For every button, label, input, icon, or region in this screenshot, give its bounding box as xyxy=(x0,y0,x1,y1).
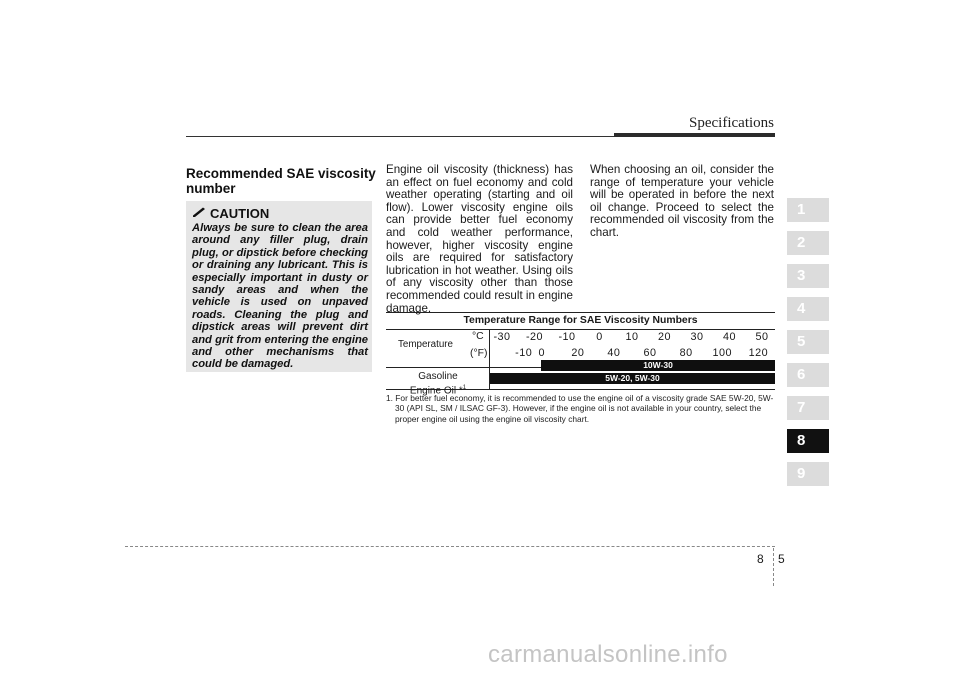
celsius-tick: 0 xyxy=(596,331,603,343)
footer-rule xyxy=(125,546,775,547)
chapter-tab-8[interactable]: 8 xyxy=(787,429,829,453)
fahrenheit-tick: 60 xyxy=(643,347,657,359)
chapter-tab-5[interactable]: 5 xyxy=(787,330,829,354)
section-heading: Recommended SAE viscosity number xyxy=(186,166,376,196)
celsius-tick: 30 xyxy=(690,331,704,343)
footnote-marker: 1 xyxy=(462,384,467,391)
footnote-text: 1. For better fuel economy, it is recommended to use the engine oil of a viscosity grade SAE 5W-20, 5W-30 (API SL, SM / ILSAC GF-3). However, if the engine oil is not available in your country, select the proper engine oil using the engine oil viscosity chart. xyxy=(386,393,774,424)
caution-box xyxy=(186,201,372,372)
fahrenheit-tick: 120 xyxy=(748,347,769,359)
celsius-tick: 40 xyxy=(722,331,737,343)
fahrenheit-tick: 20 xyxy=(571,347,585,359)
chapter-tab-6[interactable]: 6 xyxy=(787,363,829,387)
celsius-tick: 10 xyxy=(625,331,639,343)
viscosity-bar-5w-20-5w-30: 5W-20, 5W-30 xyxy=(490,373,775,384)
watermark: carmanualsonline.info xyxy=(488,641,728,668)
footer-divider xyxy=(773,548,774,586)
fahrenheit-tick: 100 xyxy=(712,347,733,359)
celsius-tick: -30 xyxy=(493,331,511,343)
header-rule-thin xyxy=(186,136,616,137)
celsius-tick: 50 xyxy=(755,331,769,343)
footnote xyxy=(386,393,775,424)
caution-title-text: CAUTION xyxy=(210,206,270,221)
viscosity-bar-10w-30: 10W-30 xyxy=(541,360,775,371)
body-text-right: When choosing an oil, consider the range of temperature your vehicle will be operated in before the next oil change. Proceed to select the recommended oil viscosity from the chart. xyxy=(590,163,774,239)
fahrenheit-tick: 0 xyxy=(538,347,545,359)
pencil-icon xyxy=(192,206,206,221)
gasoline-label-line-1: Gasoline xyxy=(418,371,458,382)
fahrenheit-tick: 80 xyxy=(679,347,693,359)
chapter-tab-9[interactable]: 9 xyxy=(787,462,829,486)
page-number: 5 xyxy=(778,552,785,566)
running-header-title: Specifications xyxy=(689,115,774,131)
caution-text: Always be sure to clean the area around any filler plug, drain plug, or dipstick before checking or draining any lubricant. This is especially important in dusty or sandy areas and when the vehicle is used on unpaved roads. Cleaning the plug and dipstick areas will prevent dirt and grit from entering the engine and other mechanisms that could be damaged. xyxy=(192,222,368,371)
celsius-unit: °C xyxy=(472,331,484,342)
celsius-tick: -20 xyxy=(525,331,544,343)
chapter-tab-1[interactable]: 1 xyxy=(787,198,829,222)
chapter-tab-4[interactable]: 4 xyxy=(787,297,829,321)
fahrenheit-tick: -10 xyxy=(515,347,533,359)
body-text-middle: Engine oil viscosity (thickness) has an effect on fuel economy and cold weather operating (starting and oil flow). Lower viscosity engine oils can provide better fuel economy and cold weather performance, however, higher viscosity engine oils are required for satisfactory lubrication in hot weather. Using oils of any viscosity other than those recommended could result in engine damage. xyxy=(386,163,573,315)
page-chapter-number: 8 xyxy=(757,552,764,566)
chapter-tab-2[interactable]: 2 xyxy=(787,231,829,255)
fahrenheit-tick: 40 xyxy=(607,347,621,359)
viscosity-table xyxy=(386,312,775,396)
header-rule-thick xyxy=(614,133,775,137)
temperature-label: Temperature xyxy=(398,339,453,350)
celsius-tick: -10 xyxy=(558,331,576,343)
chapter-tab-7[interactable]: 7 xyxy=(787,396,829,420)
caution-title xyxy=(192,206,269,221)
celsius-tick: 20 xyxy=(657,331,672,343)
fahrenheit-unit: (°F) xyxy=(470,348,488,359)
chapter-tab-3[interactable]: 3 xyxy=(787,264,829,288)
engine-oil-label: Engine Oil * xyxy=(409,384,463,396)
table-title: Temperature Range for SAE Viscosity Numbers xyxy=(463,315,698,326)
